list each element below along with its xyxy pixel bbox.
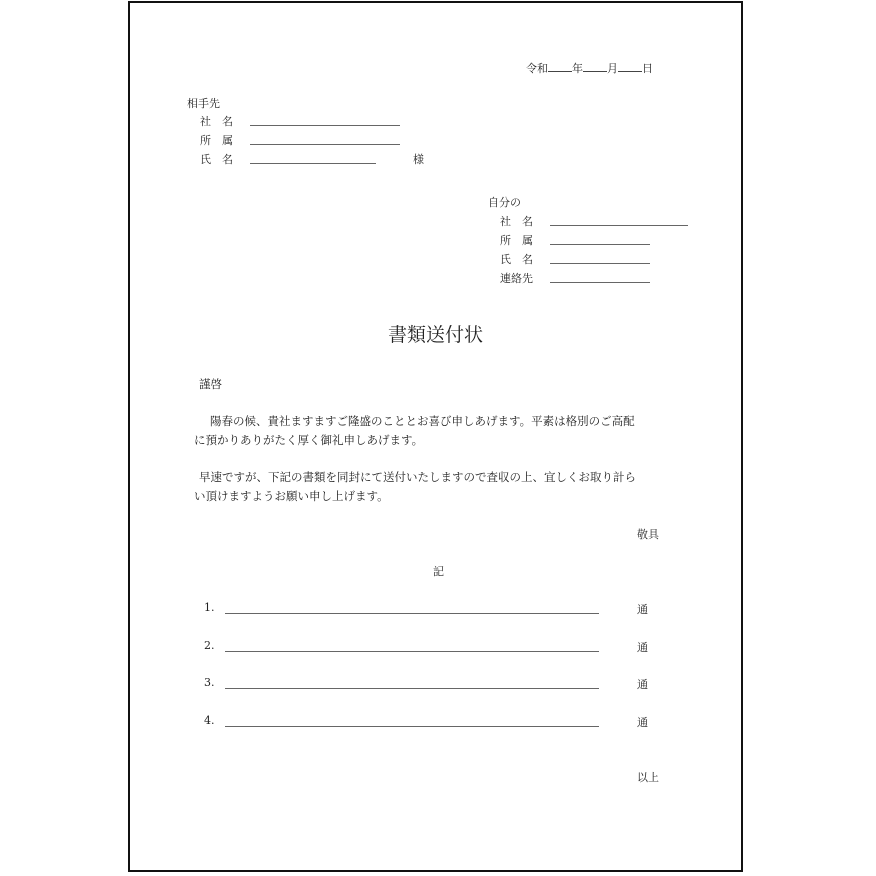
year-blank[interactable] <box>548 71 572 72</box>
date-era: 令和 <box>526 62 548 75</box>
item-2-field[interactable] <box>225 651 599 652</box>
body-p2-line2: い頂けますようお願い申し上げます。 <box>194 489 389 503</box>
body-p1-line1: 陽春の候、貴社ますますご隆盛のこととお喜び申しあげます。平素は格別のご高配 <box>210 414 635 428</box>
day-blank[interactable] <box>618 71 642 72</box>
recipient-company-field[interactable] <box>250 125 400 126</box>
item-1-field[interactable] <box>225 613 599 614</box>
recipient-name-label: 氏 名 <box>200 153 233 166</box>
item-4-field[interactable] <box>225 726 599 727</box>
recipient-company-label: 社 名 <box>200 115 233 128</box>
item-4-unit: 通 <box>637 716 648 729</box>
sender-department-field[interactable] <box>550 244 650 245</box>
recipient-department-field[interactable] <box>250 144 400 145</box>
item-4-number: 4. <box>204 714 215 727</box>
body-p2-line1: 早速ですが、下記の書類を同封にて送付いたしますので査収の上、宜しくお取り計ら <box>199 470 636 484</box>
sender-name-label: 氏 名 <box>500 253 533 266</box>
item-2-unit: 通 <box>637 641 648 654</box>
recipient-heading: 相手先 <box>187 97 220 110</box>
sender-contact-label: 連絡先 <box>500 272 533 285</box>
item-1-unit: 通 <box>637 603 648 616</box>
end-ijou: 以上 <box>637 771 659 784</box>
ki-heading: 記 <box>433 565 444 578</box>
item-2-number: 2. <box>204 639 215 652</box>
greeting: 謹啓 <box>199 377 222 391</box>
recipient-department-label: 所 属 <box>200 134 233 147</box>
page-title: 書類送付状 <box>388 324 484 346</box>
sender-contact-field[interactable] <box>550 282 650 283</box>
recipient-honorific: 様 <box>413 153 424 166</box>
sender-heading: 自分の <box>488 196 521 209</box>
recipient-name-field[interactable] <box>250 163 376 164</box>
sender-company-field[interactable] <box>550 225 688 226</box>
sender-department-label: 所 属 <box>500 234 533 247</box>
date-line <box>526 60 653 76</box>
item-3-field[interactable] <box>225 688 599 689</box>
item-3-unit: 通 <box>637 678 648 691</box>
item-3-number: 3. <box>204 676 215 689</box>
date-day: 日 <box>642 62 653 75</box>
month-blank[interactable] <box>583 71 607 72</box>
closing-keigu: 敬具 <box>637 528 659 541</box>
sender-name-field[interactable] <box>550 263 650 264</box>
body-p1-line2: に預かりありがたく厚く御礼申しあげます。 <box>194 433 424 447</box>
date-month: 月 <box>607 62 618 75</box>
sender-company-label: 社 名 <box>500 215 533 228</box>
document-page <box>128 1 743 872</box>
date-year: 年 <box>572 62 583 75</box>
item-1-number: 1. <box>204 601 215 614</box>
